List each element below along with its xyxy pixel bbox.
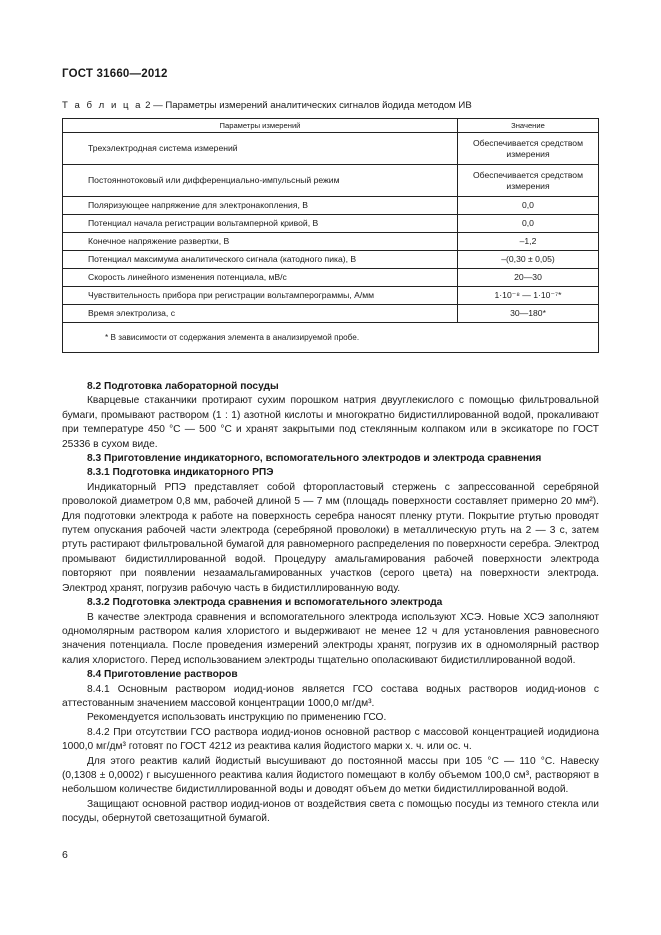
table-caption-text: 2 — Параметры измерений аналитических сигналов йодида методом ИВ [142,100,472,111]
table-caption-label: Т а б л и ц а [62,100,143,111]
column-header-parameters: Параметры измерений [63,119,458,133]
section-heading-8-3-1: 8.3.1 Подготовка индикаторного РПЭ [87,467,274,479]
param-cell: Чувствительность прибора при регистрации вольтамперограммы, А/мм [63,287,458,305]
param-cell: Постояннотоковый или дифференциально-импульсный режим [63,165,458,197]
table-row [63,233,599,251]
table-row [63,165,599,197]
document-header: ГОСТ 31660—2012 [62,68,168,80]
value-cell: Обеспечивается средством измерения [458,165,599,197]
table-footnote-row [63,323,599,353]
table-row [63,215,599,233]
value-cell: 1·10⁻⁸ — 1·10⁻⁷* [458,287,599,305]
param-cell: Потенциал начала регистрации вольтамперной кривой, В [63,215,458,233]
paragraph: Индикаторный РПЭ представляет собой фторопластовый стержень с запрессованной серебряной проволокой диаметром 0,8 мм, рабочей длиной 5 — 7 мм (площадь поверхности составляет примерно 20 мм²). Для подготовки электрода к работе на поверхность серебра наносят пленку ртути. Покрытие ртутью проводят путем опускания рабочей части электрода (серебряной проволоки) в металлическую ртуть на 2 — 3 с, затем ртуть растирают фильтровальной бумагой для равномерного распределения по поверхности серебра. Электрод промывают бидистиллированной водой. Процедуру амальгамирования рабочей поверхности электрода повторяют при появлении незаамальгамированных участков (серого цвета) на поверхности электрода. Электрод хранят, погрузив рабочую часть в бидистиллированную воду. [62,481,599,594]
param-cell: Поляризующее напряжение для электронакопления, В [63,197,458,215]
paragraph: Рекомендуется использовать инструкцию по применению ГСО. [87,712,387,724]
paragraph: Кварцевые стаканчики протирают сухим порошком натрия двууглекислого с помощью фильтровальной бумаги, промывают раствором (1 : 1) азотной кислоты и многократно бидистиллированной водой, прокаливают при температуре 450 °С — 500 °С и хранят закрытыми под стеклянным колпаком или в эксикаторе по ГОСТ 25336 в сухом виде. [62,395,599,450]
value-cell: Обеспечивается средством измерения [458,133,599,165]
value-cell: –1,2 [458,233,599,251]
table-row [63,287,599,305]
table-row [63,305,599,323]
paragraph: 8.4.2 При отсутствии ГСО раствора иодид-ионов основной раствор с массовой концентрацией иодидиона 1000,0 мг/дм³ готовят по ГОСТ 4212 из реактива калия йодистого марки х. ч. или ос. ч. [62,726,599,753]
table-row [63,251,599,269]
paragraph: В качестве электрода сравнения и вспомогательного электрода используют ХСЭ. Новые ХСЭ заполняют одномолярным раствором калия хлористого и выдерживают не менее 12 ч для установления равновесного значения потенциала. После проведения измерений электроды хранят, погрузив их в одномолярный раствор калия хлористого. Перед использованием электроды тщательно ополаскивают бидистиллированной водой. [62,611,599,666]
value-cell: 0,0 [458,215,599,233]
parameters-table [62,118,599,353]
section-heading-8-2: 8.2 Подготовка лабораторной посуды [87,381,279,392]
section-heading-8-4: 8.4 Приготовление растворов [87,669,238,681]
section-heading-8-3-2: 8.3.2 Подготовка электрода сравнения и вспомогательного электрода [87,597,443,609]
table-row [63,269,599,287]
table-footnote: * В зависимости от содержания элемента в анализируемой пробе. [63,323,599,353]
paragraph: Для этого реактив калий йодистый высушивают до постоянной массы при 105 °С — 110 °С. Навеску (0,1308 ± 0,0002) г высушенного реактива калия йодистого помещают в колбу объемом 100,0 см³, растворяют в небольшом количестве бидистиллированной воды и доводят объем до метки бидистиллированной водой. [62,755,599,796]
param-cell: Конечное напряжение развертки, В [63,233,458,251]
paragraph: Защищают основной раствор иодид-ионов от воздействия света с помощью посуды из темного стекла или посуды, обернутой светозащитной бумагой. [62,798,599,825]
value-cell: 0,0 [458,197,599,215]
document-body [62,380,599,827]
value-cell: 20—30 [458,269,599,287]
paragraph: 8.4.1 Основным раствором иодид-ионов является ГСО состава водных растворов иодид-ионов с аттестованным значением массовой концентрации 1000,0 мг/дм³. [62,683,599,709]
table-header-row [63,119,599,133]
param-cell: Скорость линейного изменения потенциала, мВ/с [63,269,458,287]
column-header-value: Значение [458,119,599,133]
param-cell: Время электролиза, с [63,305,458,323]
page-number: 6 [62,849,68,861]
value-cell: 30—180* [458,305,599,323]
value-cell: –(0,30 ± 0,05) [458,251,599,269]
table-row [63,133,599,165]
param-cell: Потенциал максимума аналитического сигнала (катодного пика), В [63,251,458,269]
param-cell: Трехэлектродная система измерений [63,133,458,165]
table-caption [62,100,602,111]
table-row [63,197,599,215]
section-heading-8-3: 8.3 Приготовление индикаторного, вспомогательного электродов и электрода сравнения [87,453,542,465]
